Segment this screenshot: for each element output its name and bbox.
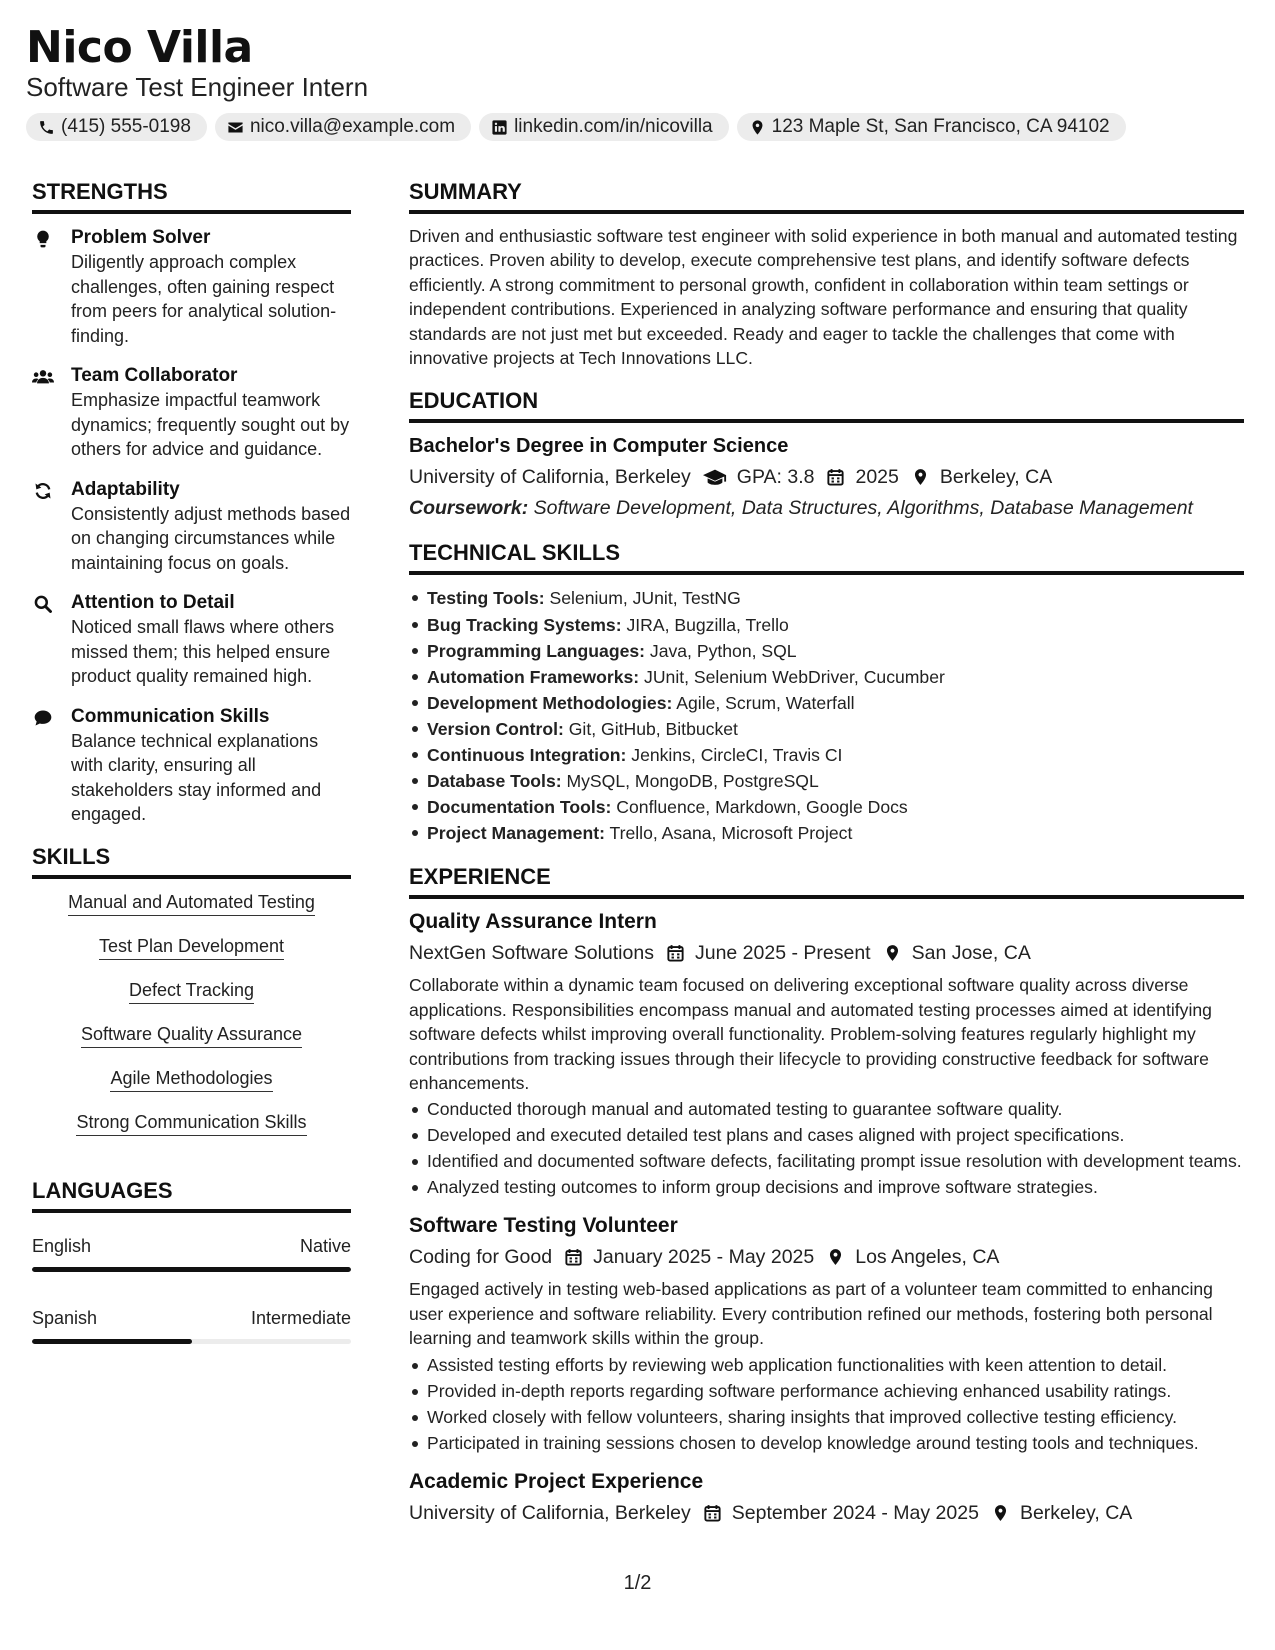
list-item [409, 768, 1244, 794]
experience-section [409, 863, 1244, 1526]
list-item [409, 820, 1244, 846]
strength-desc: Diligently approach complex challenges, often gaining respect from peers for analytical solution-finding. [71, 252, 337, 346]
left-column [32, 178, 351, 1379]
experience-entry [409, 1213, 1244, 1454]
experience-meta [409, 1243, 1244, 1271]
job-description: Collaborate within a dynamic team focused on delivering exceptional software quality across diverse applications. Responsibilities encompass manual and automated testing processes aimed at identifying software defects whilst improving overall functionality. Problem-solving features regularly highlight my contributions from tracking issues through their lifecycle to providing constructive feedback for software enhancements. [409, 975, 1212, 1093]
list-item [409, 664, 1244, 690]
strength-desc: Noticed small flaws where others missed them; this helped ensure product quality remained high. [71, 617, 335, 686]
section-divider [409, 419, 1244, 423]
list-item [409, 638, 1244, 664]
section-heading: EXPERIENCE [409, 864, 551, 890]
contact-linkedin[interactable] [479, 113, 729, 141]
language-name: Spanish [32, 1307, 98, 1328]
tech-skill-label: Version Control: [427, 718, 564, 739]
job-location: Los Angeles, CA [855, 1246, 1000, 1269]
gpa-text: GPA: 3.8 [736, 466, 815, 489]
tech-skill-value: Agile, Scrum, Waterfall [676, 692, 855, 713]
tech-skill-value: Confluence, Markdown, Google Docs [616, 797, 908, 818]
map-pin-icon [749, 119, 766, 136]
right-column [409, 178, 1244, 1527]
language-item [32, 1235, 351, 1272]
map-pin-icon [826, 1247, 845, 1267]
strength-title: Team Collaborator [71, 365, 238, 386]
tech-skill-label: Database Tools: [427, 771, 562, 792]
strength-title: Problem Solver [71, 227, 211, 248]
job-location: San Jose, CA [911, 942, 1031, 965]
strength-title: Communication Skills [71, 705, 270, 727]
skill-tag: Strong Communication Skills [76, 1111, 306, 1136]
strength-item [32, 591, 351, 689]
phone-text: (415) 555-0198 [61, 116, 191, 137]
employment-dates: June 2025 - Present [694, 942, 871, 965]
coursework-label: Coursework: [409, 497, 529, 520]
strength-desc: Emphasize impactful teamwork dynamics; frequently sought out by others for advice and guidance. [71, 390, 350, 459]
address-text: 123 Maple St, San Francisco, CA 94102 [771, 116, 1110, 137]
contact-bar [26, 113, 1126, 141]
tech-skill-label: Automation Frameworks: [427, 666, 640, 687]
experience-entry [409, 1469, 1244, 1527]
section-divider [409, 895, 1244, 899]
summary-section [409, 178, 1244, 370]
education-meta [409, 463, 1244, 491]
page-number: 1/2 [623, 1572, 652, 1594]
job-location: Berkeley, CA [1019, 1501, 1133, 1524]
contact-email[interactable] [215, 113, 471, 141]
section-heading: SKILLS [32, 843, 111, 869]
skill-tag: Defect Tracking [129, 979, 254, 1004]
language-level: Native [299, 1235, 351, 1256]
list-item: Participated in training sessions chosen to develop knowledge around testing tools and techniques. [409, 1431, 1244, 1455]
section-heading: TECHNICAL SKILLS [409, 540, 621, 566]
list-item: Analyzed testing outcomes to inform group decisions and improve software strategies. [409, 1175, 1244, 1199]
language-proficiency-fill [32, 1267, 351, 1272]
users-icon [32, 364, 71, 462]
calendar-icon [703, 1503, 722, 1523]
graduation-year: 2025 [855, 466, 899, 489]
coursework [409, 494, 1244, 522]
coursework-list: Software Development, Data Structures, Algorithms, Database Management [533, 497, 1193, 520]
skills-section [32, 843, 351, 1155]
calendar-icon [564, 1247, 583, 1267]
company-name: Coding for Good [409, 1246, 553, 1269]
languages-section [32, 1177, 351, 1344]
school-location: Berkeley, CA [939, 466, 1053, 489]
strength-title: Attention to Detail [71, 592, 235, 613]
company-name: University of California, Berkeley [409, 1501, 691, 1524]
section-heading: SUMMARY [409, 179, 522, 204]
strength-desc: Balance technical explanations with clarity, ensuring all stakeholders stay informed and engaged. [71, 730, 322, 824]
linkedin-text: linkedin.com/in/nicovilla [514, 116, 713, 137]
calendar-icon [826, 467, 845, 487]
education-section [409, 387, 1244, 522]
list-item [409, 742, 1244, 768]
tech-skill-value: Java, Python, SQL [649, 640, 797, 661]
map-pin-icon [991, 1503, 1010, 1523]
employment-dates: September 2024 - May 2025 [731, 1501, 979, 1524]
experience-meta [409, 1499, 1244, 1527]
language-proficiency-fill [32, 1339, 192, 1344]
strengths-section [32, 178, 351, 827]
sync-icon [32, 478, 71, 576]
section-heading: EDUCATION [409, 388, 539, 414]
linkedin-icon [491, 119, 508, 136]
email-text: nico.villa@example.com [249, 116, 456, 137]
list-item [409, 716, 1244, 742]
language-proficiency-bar [32, 1267, 351, 1272]
strength-desc: Consistently adjust methods based on changing circumstances while maintaining focus on goals. [71, 503, 351, 573]
strength-item [32, 226, 351, 348]
section-divider [32, 210, 351, 214]
position-title: Software Testing Volunteer [409, 1214, 678, 1238]
tech-skill-label: Testing Tools: [427, 588, 545, 609]
company-name: NextGen Software Solutions [409, 942, 654, 965]
job-description: Engaged actively in testing web-based applications as part of a volunteer team committed to enhancing user experience and software reliability. Every contribution refined our methods, fostering both personal learning and teamwork skills within the group. [409, 1279, 1213, 1349]
degree-title: Bachelor's Degree in Computer Science [409, 435, 789, 458]
list-item: Provided in-depth reports regarding software performance achieving enhanced usability ratings. [409, 1379, 1244, 1403]
experience-meta [409, 939, 1244, 967]
strength-title: Adaptability [71, 478, 180, 500]
candidate-name: Nico Villa [26, 22, 253, 73]
map-pin-icon [911, 467, 930, 487]
language-name: English [32, 1235, 92, 1256]
section-divider [32, 875, 351, 879]
tech-skill-value: Selenium, JUnit, TestNG [549, 588, 741, 609]
skill-tag: Manual and Automated Testing [68, 891, 315, 916]
summary-text: Driven and enthusiastic software test engineer with solid experience in both manual and automated testing practices. Proven ability to develop, execute comprehensive test plans, and identify software defects efficiently. A strong commitment to personal growth, confident in collaboration within team settings or independent contributions. Experienced in analyzing software performance and ensuring that quality standards are not just met but exceeded. Ready and eager to tackle the challenges that come with innovative projects at Tech Innovations LLC. [409, 226, 1238, 369]
strength-item [32, 478, 351, 576]
search-icon [32, 591, 71, 689]
position-title: Academic Project Experience [409, 1469, 704, 1493]
tech-skill-label: Bug Tracking Systems: [427, 614, 622, 635]
section-heading: LANGUAGES [32, 1177, 173, 1203]
tech-skill-label: Programming Languages: [427, 640, 645, 661]
list-item: Conducted thorough manual and automated testing to guarantee software quality. [409, 1097, 1244, 1121]
skill-tag: Software Quality Assurance [81, 1023, 302, 1048]
list-item: Developed and executed detailed test plans and cases aligned with project specifications. [409, 1123, 1244, 1147]
section-divider [409, 210, 1244, 214]
tech-skill-value: JUnit, Selenium WebDriver, Cucumber [644, 666, 945, 687]
list-item [409, 585, 1244, 611]
language-proficiency-bar [32, 1339, 351, 1344]
skill-tag: Agile Methodologies [110, 1067, 272, 1092]
employment-dates: January 2025 - May 2025 [593, 1246, 815, 1269]
strength-item [32, 705, 351, 827]
technical-skills-section [409, 539, 1244, 846]
contact-phone[interactable] [26, 113, 207, 141]
tech-skill-value: MySQL, MongoDB, PostgreSQL [566, 771, 819, 792]
section-divider [32, 1209, 351, 1213]
list-item: Worked closely with fellow volunteers, sharing insights that improved collective testing efficiency. [409, 1405, 1244, 1429]
comment-icon [32, 705, 71, 827]
map-pin-icon [883, 943, 902, 963]
experience-entry [409, 909, 1244, 1199]
graduation-cap-icon [703, 467, 727, 487]
list-item [409, 794, 1244, 820]
lightbulb-icon [32, 226, 71, 348]
tech-skill-label: Project Management: [427, 823, 605, 844]
calendar-icon [666, 943, 685, 963]
tech-skill-label: Continuous Integration: [427, 745, 627, 765]
tech-skill-label: Development Methodologies: [427, 692, 673, 713]
list-item [409, 612, 1244, 638]
school-name: University of California, Berkeley [409, 466, 691, 489]
phone-icon [38, 119, 55, 136]
language-item [32, 1307, 351, 1344]
tech-skill-value: Trello, Asana, Microsoft Project [609, 823, 853, 844]
section-divider [409, 571, 1244, 575]
envelope-icon [227, 119, 244, 136]
tech-skill-value: JIRA, Bugzilla, Trello [626, 614, 789, 635]
job-title-headline: Software Test Engineer Intern [26, 72, 369, 102]
tech-skill-value: Git, GitHub, Bitbucket [568, 718, 738, 739]
list-item [409, 690, 1244, 716]
tech-skill-value: Jenkins, CircleCI, Travis CI [631, 745, 843, 765]
tech-skill-label: Documentation Tools: [427, 797, 612, 818]
skill-tag: Test Plan Development [99, 935, 284, 960]
contact-address [737, 113, 1126, 141]
position-title: Quality Assurance Intern [409, 910, 657, 934]
list-item: Identified and documented software defects, facilitating prompt issue resolution with development teams. [409, 1149, 1244, 1173]
strength-item [32, 364, 351, 462]
language-level: Intermediate [250, 1307, 351, 1328]
section-heading: STRENGTHS [32, 179, 168, 204]
list-item: Assisted testing efforts by reviewing web application functionalities with keen attention to detail. [409, 1353, 1244, 1377]
